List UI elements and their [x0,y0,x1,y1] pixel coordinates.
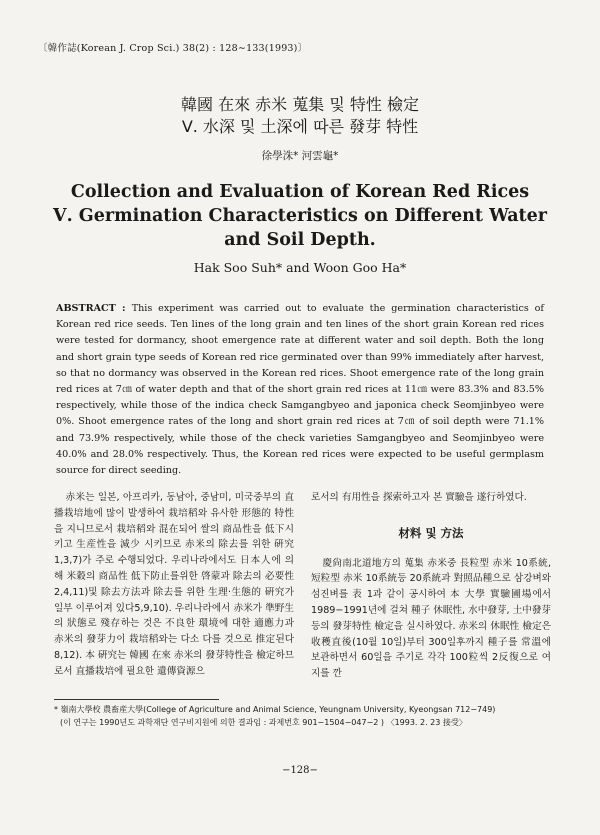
korean-title-line-2: Ⅴ. 水深 및 土深에 따른 發芽 特性 [181,117,419,136]
english-title-line-2: Ⅴ. Germination Characteristics on Different Water [53,206,547,226]
english-title-line-1: Collection and Evaluation of Korean Red Rices [70,182,530,202]
footnote-divider [54,699,219,700]
english-title-line-3: and Soil Depth. [224,230,376,250]
abstract-label: ABSTRACT : [56,303,132,314]
footnote-affiliation: * 嶺南大學校 農畜産大學(College of Agriculture and Animal Science, Yeungnam University, Kyeongsan 712−749) [54,705,496,714]
body-left-column [54,490,294,680]
abstract-text: This experiment was carried out to evaluate the germination characteristics of Korean red rice seeds. Ten lines of the long grain and ten lines of the short grain Korean red rices were tested for dormancy, shoot emergence rate at different water and soil depth. Both the long and short grain type seeds of Korean red rice germinated over than 99% immediately after harvest, so that no dormancy was observed in the Korean red rices. Shoot emergence rate of the long grain red rices at 7㎝ of water depth and that of the short grain red rices at 11㎝ were 83.3% and 83.5% respectively, while those of the indica check Samgangbyeo and japonica check Seomjinbyeo were 0%. Shoot emergence rates of the long and short grain red rices at 7㎝ of soil depth were 71.1% and 73.9% respectively, while those of the check varieties Samgangbyeo and Seomjinbyeo were 40.0% and 28.0% respectively. Thus, the Korean red rices were expected to be useful germplasm source for direct seeding. [56,303,544,477]
journal-reference: 〔韓作誌(Korean J. Crop Sci.) 38(2) : 128∼133(1993)〕 [38,43,308,54]
page-number: −128− [282,765,318,776]
abstract [56,301,544,479]
intro-paragraph-continued: 로서의 有用性을 探索하고자 본 實驗을 遂行하였다. [311,492,527,503]
methods-paragraph: 慶尙南北道地方의 蒐集 赤米중 長粒型 赤米 10系統, 短粒型 赤米 10系統등 20系統과 對照品種으로 삼강벼와 섬진벼를 表 1과 같이 공시하여 本 大學 實驗圃場에서 1989−1991년에 걸쳐 種子 休眠性, 水中發芽, 土中發芽 등의 發芽特性 檢定을 실시하였다. 赤米의 休眠性 檢定은 收穫直後(10월 10일)부터 300일후까지 種子를 常溫에 보관하면서 60일을 주기로 각각 100粒씩 2反復으로 여지를 깐 [311,557,552,680]
korean-title [0,94,600,138]
footnote-funding: (이 연구는 1990년도 과학재단 연구비지원에 의한 결과임 : 과제번호 901−1504−047−2 ) 〈1993. 2. 23 接受〉 [60,718,467,727]
footnote [54,703,554,729]
body-right-column [311,490,551,682]
korean-title-line-1: 韓國 在來 赤米 蒐集 및 特性 檢定 [181,95,419,114]
section-heading-materials-methods: 材料 및 方法 [398,525,464,540]
english-authors: Hak Soo Suh* and Woon Goo Ha* [193,260,407,275]
korean-authors: 徐學洙* 河雲龜* [261,150,339,162]
intro-paragraph: 赤米는 일본, 아프리카, 동남아, 중남미, 미국중부의 直播栽培地에 많이 발생하여 栽培稻와 유사한 形態的 特性을 지니므로서 栽培稻와 混在되어 쌀의 商品性을 低下시키고 生産性을 減少 시키므로 赤米의 除去를 위한 硏究1,3,7)가 주로 수행되었다. 우리나라에서도 日本人에 의해 米穀의 商品性 低下防止를위한 啓蒙과 除去의 必要性2,4,11)및 除去方法과 除去를 위한 生理·生態的 硏究가 일부 이루어져 있다5,9,10). 우리나라에서 赤米가 準野生의 狀態로 殘存하는 것은 不良한 環境에 대한 適應力과 赤米의 發芽力이 栽培稻와는 다소 다를 것으로 推定된다8,12). 本 硏究는 韓國 在來 赤米의 發芽特性을 檢定하므로서 直播栽培에 필요한 遺傳資源으 [54,492,294,677]
english-title [0,180,600,252]
